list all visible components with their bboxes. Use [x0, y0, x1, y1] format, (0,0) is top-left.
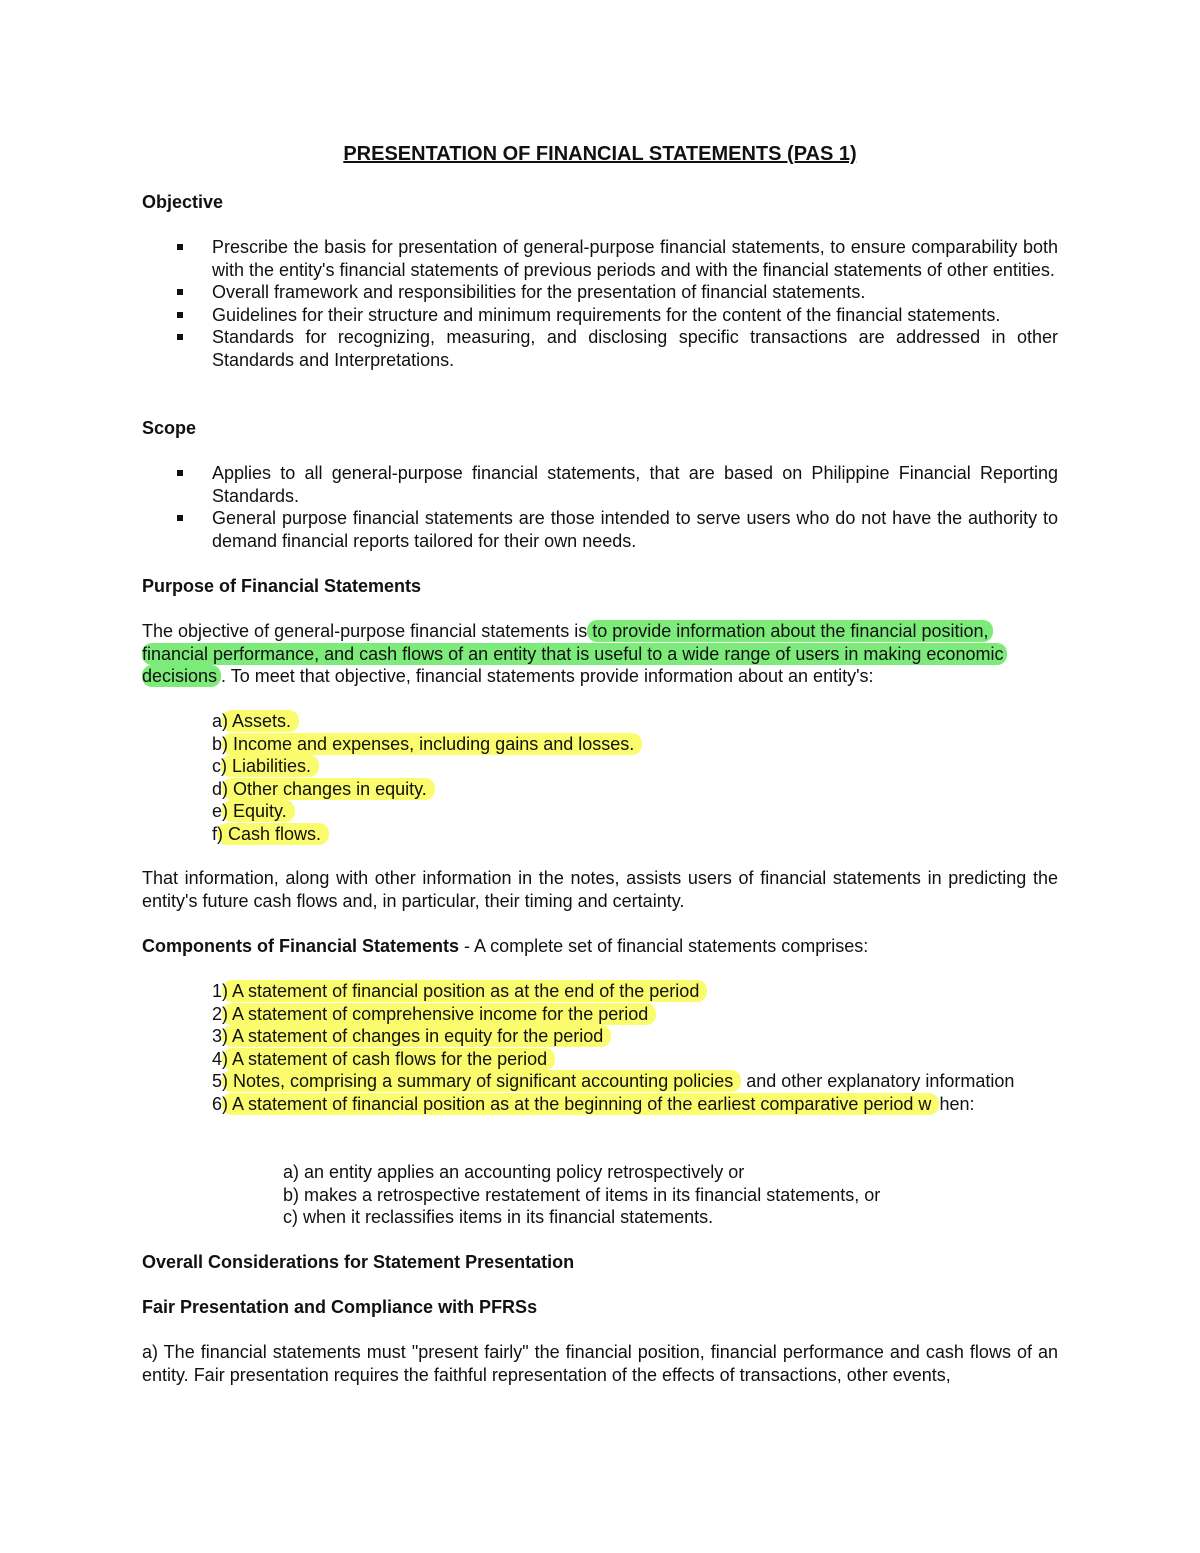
- purpose-paragraph: The objective of general-purpose financial statements is to provide information about the financial position, financial performance, and cash flows of an entity that is useful to a wide range of users in making economic decisions . To meet that objective, financial statements provide information about an entity's:: [142, 620, 1058, 688]
- overall-heading: Overall Considerations for Statement Presentation: [142, 1252, 575, 1272]
- objective-heading: Objective: [142, 192, 224, 212]
- objective-list: [142, 236, 1058, 372]
- yellow-highlight: ) A statement of financial position as at the end of the period: [222, 980, 707, 1002]
- bullet-icon: [177, 334, 183, 340]
- yellow-highlight: ) Other changes in equity.: [222, 778, 435, 800]
- list-item: d) Other changes in equity.: [212, 778, 1058, 801]
- objective-bullet: Prescribe the basis for presentation of general-purpose financial statements, to ensure comparability both with the entity's financial statements of previous periods and with the financial statements of other entities.: [142, 236, 1058, 281]
- objective-bullet: Standards for recognizing, measuring, and disclosing specific transactions are addressed in other Standards and Interpretations.: [142, 326, 1058, 371]
- list-item: 2) A statement of comprehensive income for the period: [212, 1003, 1058, 1026]
- yellow-highlight: ) A statement of cash flows for the period: [222, 1048, 555, 1070]
- fair-presentation-heading: Fair Presentation and Compliance with PFRSs: [142, 1297, 538, 1317]
- sub-list-item: b) makes a retrospective restatement of items in its financial statements, or: [283, 1184, 881, 1205]
- list-item: b) Income and expenses, including gains and losses.: [212, 733, 1058, 756]
- bullet-icon: [177, 289, 183, 295]
- document-title: PRESENTATION OF FINANCIAL STATEMENTS (PAS 1): [343, 143, 857, 165]
- bullet-icon: [177, 515, 183, 521]
- objective-bullet: Overall framework and responsibilities for the presentation of financial statements.: [142, 281, 1058, 304]
- scope-bullet: General purpose financial statements are those intended to serve users who do not have the authority to demand financial reports tailored for their own needs.: [142, 507, 1058, 552]
- yellow-highlight: ) A statement of financial position as at the beginning of the earliest comparative period w: [222, 1093, 939, 1115]
- sub-list-item: c) when it reclassifies items in its financial statements.: [283, 1207, 714, 1228]
- bullet-icon: [177, 244, 183, 250]
- list-item: 4) A statement of cash flows for the period: [212, 1048, 1058, 1071]
- objective-bullet: Guidelines for their structure and minimum requirements for the content of the financial statements.: [142, 304, 1058, 327]
- list-item: a) Assets.: [212, 710, 1058, 733]
- components-heading: Components of Financial Statements: [142, 936, 460, 956]
- list-item: 3) A statement of changes in equity for the period: [212, 1025, 1058, 1048]
- purpose-items: [212, 710, 1058, 846]
- yellow-highlight: ) Equity.: [222, 800, 295, 822]
- scope-bullet: Applies to all general-purpose financial statements, that are based on Philippine Financial Reporting Standards.: [142, 462, 1058, 507]
- fair-presentation-paragraph: a) The financial statements must "present fairly" the financial position, financial performance and cash flows of an entity. Fair presentation requires the faithful representation of the effects of transactions, other events,: [142, 1342, 1058, 1385]
- bullet-icon: [177, 312, 183, 318]
- purpose-closing: That information, along with other information in the notes, assists users of financial statements in predicting the entity's future cash flows and, in particular, their timing and certainty.: [142, 868, 1058, 911]
- list-item: 5) Notes, comprising a summary of significant accounting policies and other explanatory information: [212, 1071, 1015, 1092]
- components-subitems: [283, 1161, 1058, 1229]
- scope-heading: Scope: [142, 418, 197, 438]
- yellow-highlight: ) Cash flows.: [217, 823, 329, 845]
- yellow-highlight: ) Assets.: [222, 710, 299, 732]
- sub-list-item: a) an entity applies an accounting policy retrospectively or: [283, 1162, 745, 1182]
- components-items: [212, 980, 1058, 1116]
- yellow-highlight: ) Income and expenses, including gains and losses.: [222, 733, 642, 755]
- components-paragraph: Components of Financial Statements - A complete set of financial statements comprises:: [142, 936, 869, 956]
- list-item: c) Liabilities.: [212, 755, 1058, 778]
- purpose-heading: Purpose of Financial Statements: [142, 576, 422, 596]
- scope-list: [142, 462, 1058, 552]
- yellow-highlight: ) Notes, comprising a summary of significant accounting policies: [222, 1070, 741, 1092]
- list-item: 1) A statement of financial position as at the end of the period: [212, 980, 1058, 1003]
- list-item: f) Cash flows.: [212, 823, 1058, 846]
- list-item: 6) A statement of financial position as at the beginning of the earliest comparative period w hen:: [212, 1093, 975, 1114]
- yellow-highlight: ) A statement of changes in equity for the period: [222, 1025, 611, 1047]
- yellow-highlight: ) A statement of comprehensive income for the period: [222, 1003, 656, 1025]
- bullet-icon: [177, 470, 183, 476]
- green-highlight: to provide information about the financial position, financial performance, and cash flows of an entity that is useful to a wide range of users in making economic decisions: [142, 620, 1007, 687]
- list-item: e) Equity.: [212, 800, 1058, 823]
- yellow-highlight: ) Liabilities.: [221, 755, 319, 777]
